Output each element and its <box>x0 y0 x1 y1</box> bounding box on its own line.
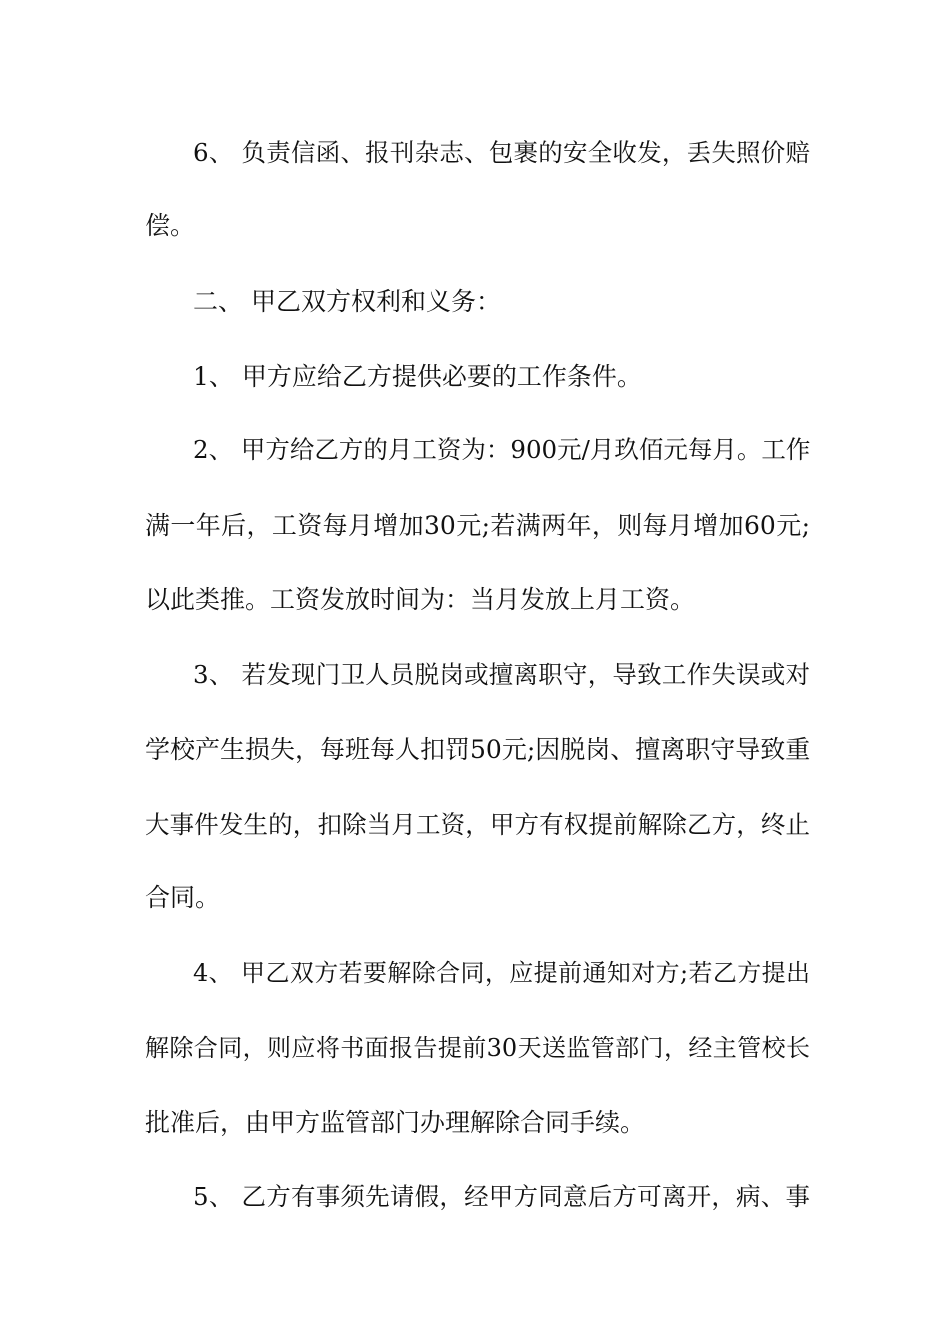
text-line: 6、 负责信函、报刊杂志、包裹的安全收发，丢失照价赔 <box>193 138 810 167</box>
text-line: 3、 若发现门卫人员脱岗或擅离职守，导致工作失误或对 <box>193 660 810 689</box>
text-line: 学校产生损失，每班每人扣罚50元;因脱岗、擅离职守导致重 <box>145 735 811 764</box>
section-heading: 二、 甲乙双方权利和义务： <box>193 287 501 316</box>
text-line: 以此类推。工资发放时间为：当月发放上月工资。 <box>145 585 696 614</box>
text-line: 合同。 <box>145 883 221 912</box>
text-line: 2、 甲方给乙方的月工资为：900元/月玖佰元每月。工作 <box>193 435 811 464</box>
text-line: 偿。 <box>145 211 196 240</box>
text-line: 批准后，由甲方监管部门办理解除合同手续。 <box>145 1108 646 1137</box>
text-line: 满一年后，工资每月增加30元;若满两年，则每月增加60元; <box>145 511 810 540</box>
text-line: 1、 甲方应给乙方提供必要的工作条件。 <box>193 362 642 391</box>
text-line: 4、 甲乙双方若要解除合同，应提前通知对方;若乙方提出 <box>193 959 810 987</box>
text-line: 解除合同，则应将书面报告提前30天送监管部门，经主管校长 <box>145 1034 810 1062</box>
text-line: 大事件发生的，扣除当月工资，甲方有权提前解除乙方，终止 <box>145 810 810 839</box>
text-line: 5、 乙方有事须先请假，经甲方同意后方可离开，病、事 <box>193 1182 810 1211</box>
